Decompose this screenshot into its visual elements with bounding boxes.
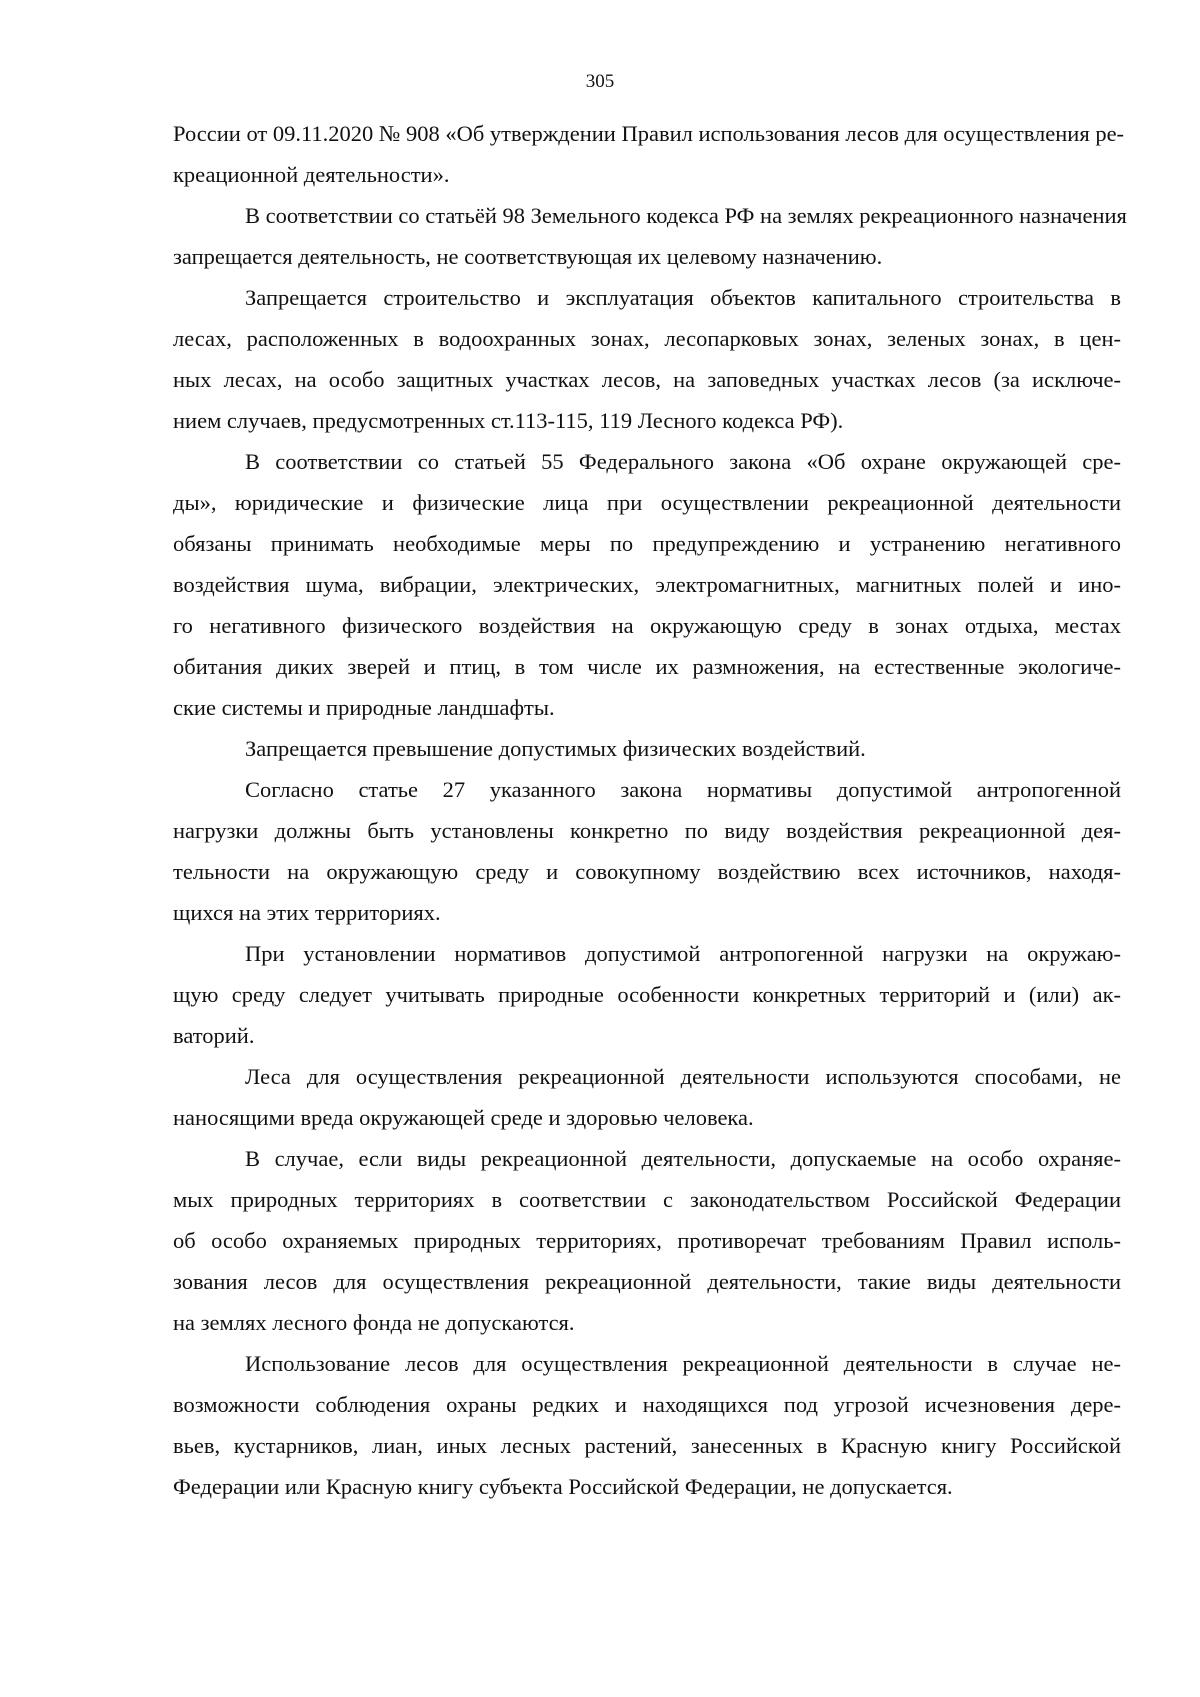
paragraph <box>173 1056 1121 1138</box>
text-line: При установлении нормативов допустимой антропогенной нагрузки на окружаю- <box>245 941 1121 966</box>
text-line: нагрузки должны быть установлены конкретно по виду воздействия рекреационной дея- <box>173 818 1121 843</box>
paragraph <box>173 933 1121 1056</box>
text-line: наносящими вреда окружающей среде и здоровью человека. <box>173 1105 754 1130</box>
text-line: щихся на этих территориях. <box>173 900 441 925</box>
text-line: запрещается деятельность, не соответствующая их целевому назначению. <box>173 244 883 269</box>
text-line: зования лесов для осуществления рекреационной деятельности, такие виды деятельности <box>173 1269 1121 1294</box>
text-line: тельности на окружающую среду и совокупному воздействию всех источников, находя- <box>173 859 1121 884</box>
paragraph <box>173 113 1125 195</box>
text-line: В случае, если виды рекреационной деятельности, допускаемые на особо охраняе- <box>245 1146 1121 1171</box>
text-line: нием случаев, предусмотренных ст.113-115, 119 Лесного кодекса РФ). <box>173 408 844 433</box>
text-line: Согласно статье 27 указанного закона нормативы допустимой антропогенной <box>245 777 1121 802</box>
text-line: Запрещается строительство и эксплуатация объектов капитального строительства в <box>245 285 1121 310</box>
paragraph <box>173 769 1121 933</box>
text-line: ваторий. <box>173 1023 255 1048</box>
text-line: России от 09.11.2020 № 908 «Об утверждении Правил использования лесов для осуществления ре- <box>173 121 1125 146</box>
text-line: мых природных территориях в соответствии с законодательством Российской Федерации <box>173 1187 1121 1212</box>
paragraph <box>173 277 1121 441</box>
text-line: Использование лесов для осуществления рекреационной деятельности в случае не- <box>245 1351 1121 1376</box>
paragraph <box>173 441 1121 728</box>
text-line: возможности соблюдения охраны редких и находящихся под угрозой исчезновения дере- <box>173 1392 1121 1417</box>
text-line: обитания диких зверей и птиц, в том числе их размножения, на естественные экологиче- <box>173 654 1121 679</box>
paragraph <box>173 195 1127 277</box>
text-line: ных лесах, на особо защитных участках лесов, на заповедных участках лесов (за исключе- <box>173 367 1121 392</box>
text-line: Запрещается превышение допустимых физических воздействий. <box>245 736 866 761</box>
text-line: креационной деятельности». <box>173 162 450 187</box>
text-line: В соответствии со статьёй 98 Земельного кодекса РФ на землях рекреационного назначения <box>245 203 1127 228</box>
text-line: воздействия шума, вибрации, электрических, электромагнитных, магнитных полей и ино- <box>173 572 1121 597</box>
paragraph <box>173 728 1121 769</box>
text-line: об особо охраняемых природных территориях, противоречат требованиям Правил исполь- <box>173 1228 1121 1253</box>
text-line: щую среду следует учитывать природные особенности конкретных территорий и (или) ак- <box>173 982 1121 1007</box>
text-line: лесах, расположенных в водоохранных зонах, лесопарковых зонах, зеленых зонах, в цен- <box>173 326 1121 351</box>
text-line: ды», юридические и физические лица при осуществлении рекреационной деятельности <box>173 490 1121 515</box>
text-line: В соответствии со статьей 55 Федерального закона «Об охране окружающей сре- <box>245 449 1121 474</box>
text-line: обязаны принимать необходимые меры по предупреждению и устранению негативного <box>173 531 1121 556</box>
paragraph <box>173 1343 1121 1507</box>
text-line: Леса для осуществления рекреационной деятельности используются способами, не <box>245 1064 1121 1089</box>
text-line: ские системы и природные ландшафты. <box>173 695 555 720</box>
paragraph <box>173 1138 1121 1343</box>
text-line: вьев, кустарников, лиан, иных лесных растений, занесенных в Красную книгу Российской <box>173 1433 1121 1458</box>
page-number: 305 <box>585 71 615 92</box>
text-line: Федерации или Красную книгу субъекта Российской Федерации, не допускается. <box>173 1474 953 1499</box>
text-line: на землях лесного фонда не допускаются. <box>173 1310 575 1335</box>
document-body <box>173 113 1127 1507</box>
text-line: го негативного физического воздействия на окружающую среду в зонах отдыха, местах <box>173 613 1121 638</box>
